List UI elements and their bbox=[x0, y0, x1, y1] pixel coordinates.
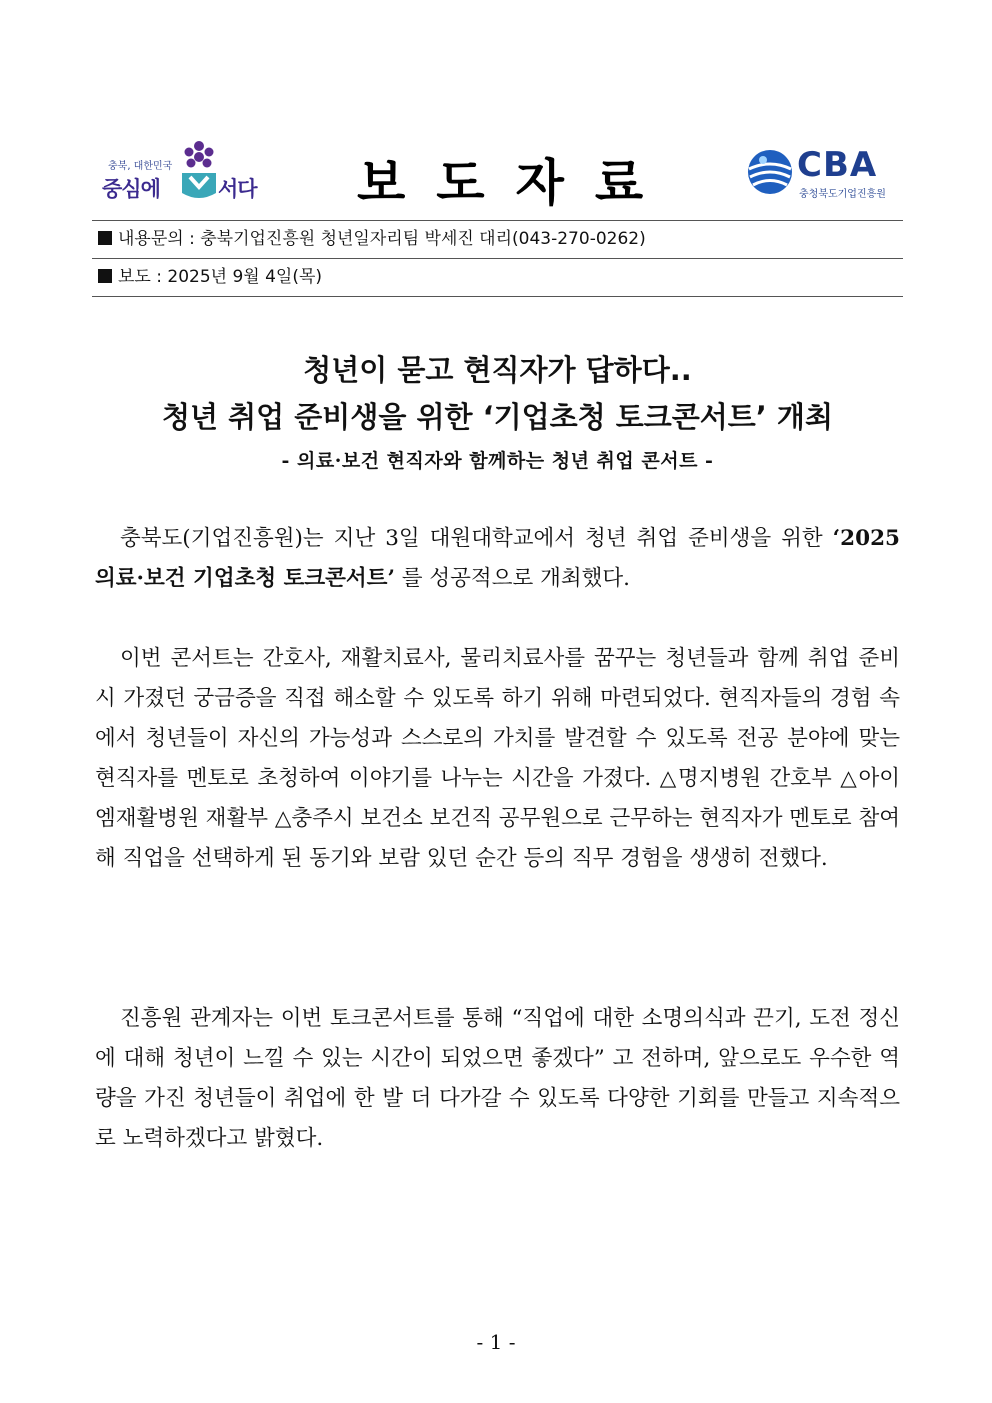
contact-text: 내용문의 : 충북기업진흥원 청년일자리팀 박세진 대리(043-270-0262) bbox=[118, 229, 646, 249]
page-number: - 1 - bbox=[476, 1330, 516, 1354]
headline-line-2: 청년 취업 준비생을 위한 ‘기업초청 토크콘서트’ 개최 bbox=[162, 400, 833, 434]
square-bullet-icon bbox=[98, 269, 112, 283]
body-paragraph-3: 진흥원 관계자는 이번 토크콘서트를 통해 “직업에 대한 소명의식과 끈기, 도전 정신에 대해 청년이 느낄 수 있는 시간이 되었으면 좋겠다” 고 전하며, 앞으로도 우수한 역량을 가진 청년들이 취업에 한 발 더 다가갈 수 있도록 다양한 기회를 만들고 지속적으로 노력하겠다고 밝혔다. bbox=[95, 1006, 900, 1151]
cba-org-name: 충청북도기업진흥원 bbox=[799, 189, 886, 200]
document-title: 보도자료 bbox=[357, 154, 675, 212]
p1-tail: 를 성공적으로 개최했다. bbox=[394, 566, 630, 591]
logo-word-center: 중심에 bbox=[102, 177, 160, 201]
body-paragraph-2: 이번 콘서트는 간호사, 재활치료사, 물리치료사를 꿈꾸는 청년들과 함께 취업 준비 시 가졌던 궁금증을 직접 해소할 수 있도록 하기 위해 마련되었다. 현직자들의 경험 속에서 청년들이 자신의 가능성과 스스로의 가치를 발견할 수 있도록 전공 분야에 맞는 현직자를 멘토로 초청하여 이야기를 나누는 시간을 가졌다. △명지병원 간호부 △아이엠재활병원 재활부 △충주시 보건소 보건직 공무원으로 근무하는 현직자가 멘토로 참여해 직업을 선택하게 된 동기와 보람 있던 순간 등의 직무 경험을 생생히 전했다. bbox=[95, 646, 900, 871]
contact-row bbox=[92, 220, 903, 258]
headline-subtitle: - 의료·보건 현직자와 함께하는 청년 취업 콘서트 - bbox=[281, 450, 714, 472]
logo-word-stand: 서다 bbox=[218, 177, 257, 201]
chungbuk-emblem-icon bbox=[178, 137, 220, 203]
p1-event-name: ‘2025 의료·보건 기업초청 토크콘서트’ bbox=[95, 526, 900, 591]
release-row bbox=[92, 258, 903, 297]
cba-globe-icon bbox=[747, 149, 793, 195]
headline-line-1: 청년이 묻고 현직자가 답하다.. bbox=[303, 353, 692, 387]
document-header bbox=[90, 135, 905, 215]
press-info-box bbox=[92, 220, 903, 297]
square-bullet-icon bbox=[98, 231, 112, 245]
cba-logo bbox=[747, 145, 907, 205]
release-text: 보도 : 2025년 9월 4일(목) bbox=[118, 267, 323, 287]
p1-text: 충북도(기업진흥원)는 지난 3일 대원대학교에서 청년 취업 준비생을 위한 bbox=[120, 526, 833, 551]
chungbuk-logo bbox=[100, 135, 270, 205]
cba-brand: CBA bbox=[797, 145, 878, 185]
body-paragraph-1 bbox=[95, 519, 900, 599]
logo-tagline: 충북, 대한민국 bbox=[108, 161, 173, 172]
